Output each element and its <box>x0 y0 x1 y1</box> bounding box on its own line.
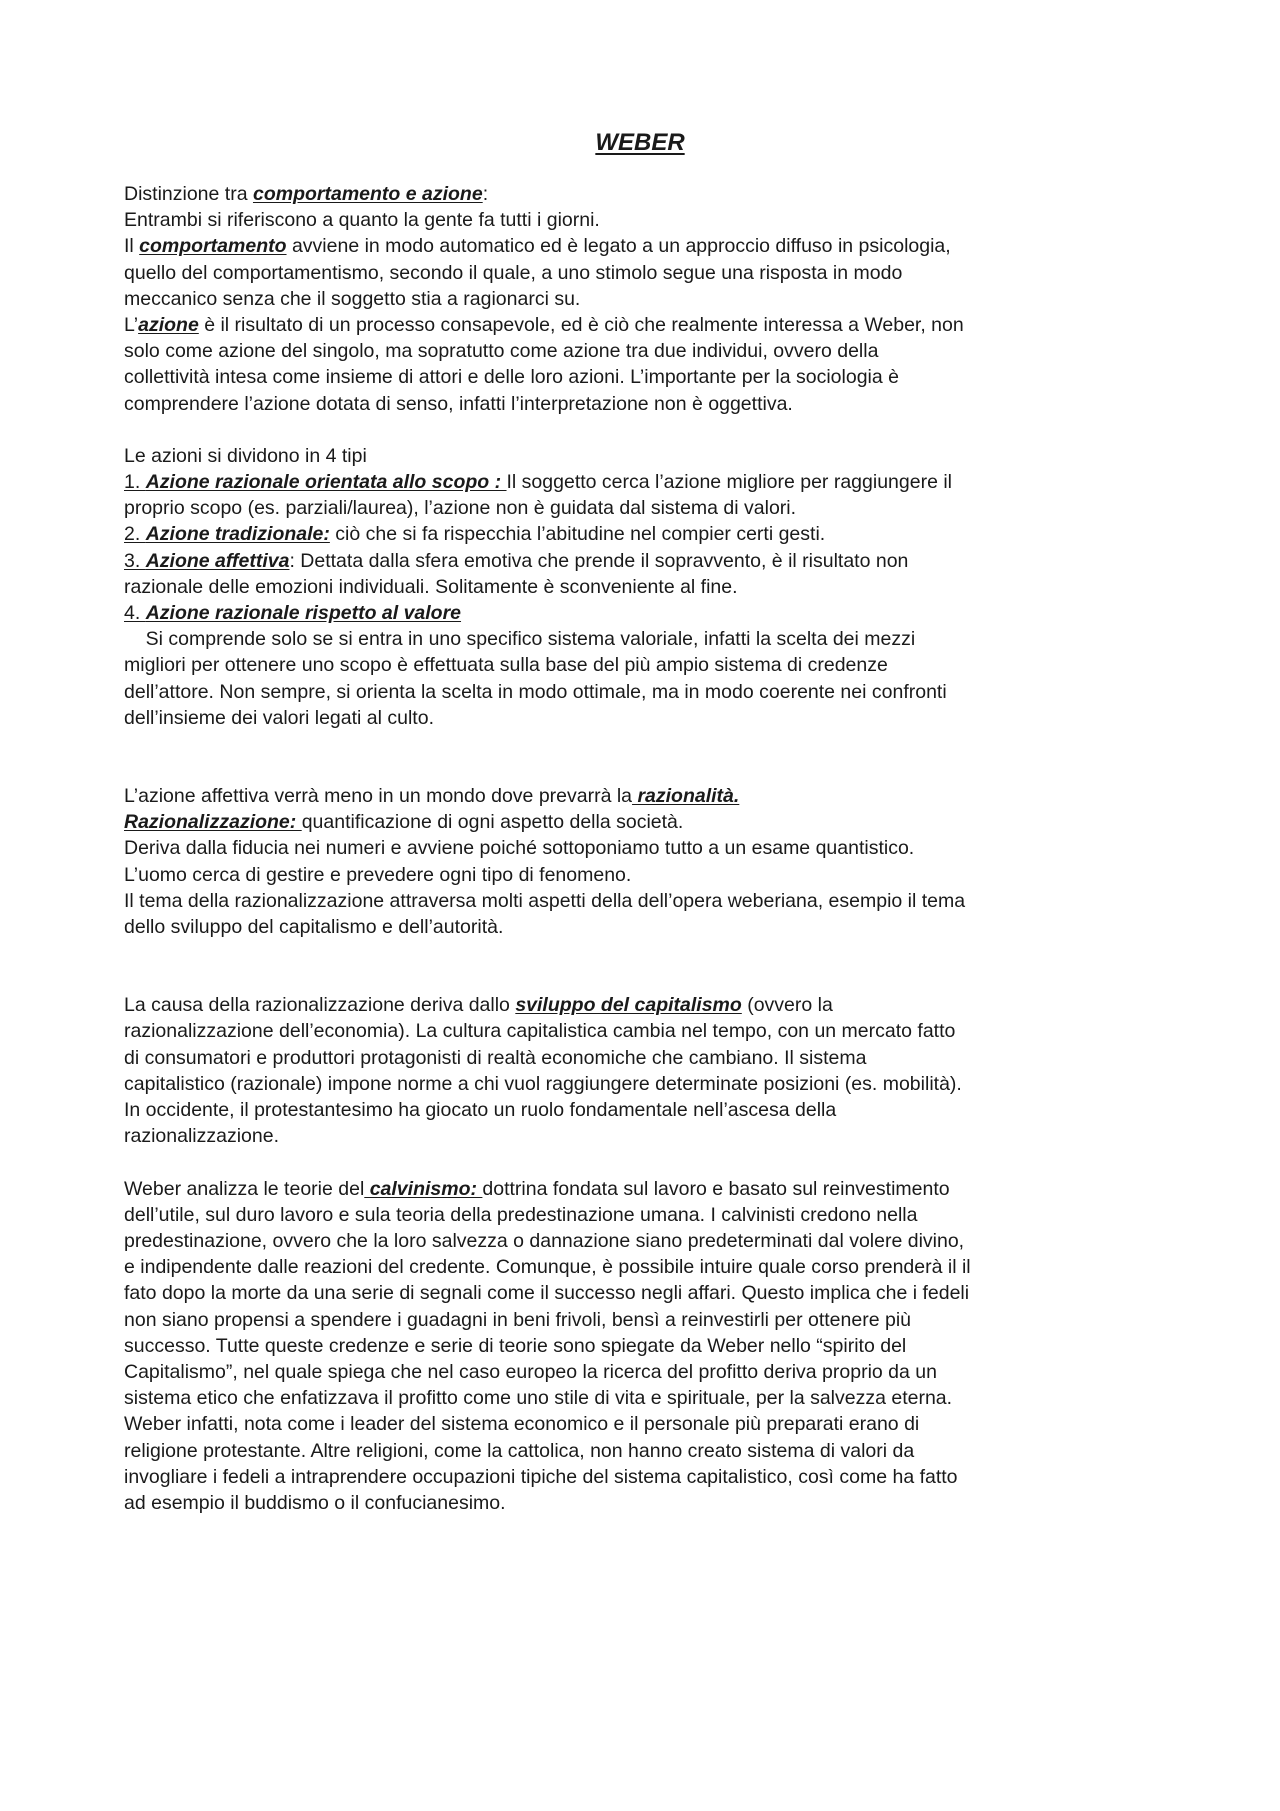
text-line: dell’utile, sul duro lavoro e sula teoria della predestinazione umana. I calvinisti credono nella <box>124 1203 918 1226</box>
text-run: L’azione affettiva verrà meno in un mondo dove prevarrà la <box>124 785 633 808</box>
emphasized-term: Razionalizzazione: <box>124 811 302 834</box>
list-item <box>124 548 1174 574</box>
text-line: razionalizzazione. <box>124 1125 280 1148</box>
text-run: Weber analizza le teorie del <box>124 1177 365 1200</box>
list-number: 4. <box>124 602 146 625</box>
emphasized-term: sviluppo del capitalismo <box>515 994 742 1017</box>
text-line: Entrambi si riferiscono a quanto la gente fa tutti i giorni. <box>124 209 600 232</box>
text-line: razionalizzazione dell’economia). La cultura capitalistica cambia nel tempo, con un mercato fatto <box>124 1020 956 1043</box>
text-line: Weber infatti, nota come i leader del sistema economico e il personale più preparati erano di <box>124 1413 920 1436</box>
text-line: dell’insieme dei valori legati al culto. <box>124 706 434 729</box>
text-run: La causa della razionalizzazione deriva dallo <box>124 994 516 1017</box>
text-line: successo. Tutte queste credenze e serie di teorie sono spiegate da Weber nello “spirito del <box>124 1334 907 1357</box>
text-line <box>124 1176 1174 1202</box>
emphasized-term: Azione tradizionale: <box>145 523 330 546</box>
text-line: collettività intesa come insieme di attori e delle loro azioni. L’importante per la sociologia è <box>124 366 899 389</box>
text-line <box>124 992 1174 1018</box>
emphasized-term: razionalità. <box>632 785 740 808</box>
document-title: WEBER <box>595 129 685 156</box>
text-line: Capitalismo”, nel quale spiega che nel caso europeo la ricerca del profitto deriva proprio da un <box>124 1360 937 1383</box>
text-run: L’ <box>124 314 139 337</box>
list-item <box>124 469 1174 495</box>
text-line: quello del comportamentismo, secondo il quale, a uno stimolo segue una risposta in modo <box>124 261 903 284</box>
text-run: Il soggetto cerca l’azione migliore per raggiungere il <box>506 471 953 494</box>
text-line: e indipendente dalle reazioni del credente. Comunque, è possibile intuire quale corso prenderà il il <box>124 1256 971 1279</box>
text-line: dell’attore. Non sempre, si orienta la scelta in modo ottimale, ma in modo coerente nei confronti <box>124 680 947 703</box>
text-line: proprio scopo (es. parziali/laurea), l’azione non è guidata dal sistema di valori. <box>124 497 797 520</box>
text-line: meccanico senza che il soggetto stia a ragionarci su. <box>124 287 581 310</box>
text-line <box>124 783 1174 809</box>
paragraph-gap <box>124 417 1174 443</box>
text-line <box>124 233 1174 259</box>
text-line: Il tema della razionalizzazione attraversa molti aspetti della dell’opera weberiana, esempio il tema <box>124 889 966 912</box>
text-line <box>124 312 1174 338</box>
text-line: predestinazione, ovvero che la loro salvezza o dannazione siano predeterminati dal volere divino, <box>124 1229 965 1252</box>
text-line: ad esempio il buddismo o il confucianesimo. <box>124 1491 506 1514</box>
text-line: In occidente, il protestantesimo ha giocato un ruolo fondamentale nell’ascesa della <box>124 1099 837 1122</box>
list-item <box>124 600 1174 626</box>
text-line: dello sviluppo del capitalismo e dell’autorità. <box>124 916 504 939</box>
text-line: di consumatori e produttori protagonisti di realtà economiche che cambiano. Il sistema <box>124 1046 867 1069</box>
text-line: sistema etico che enfatizzava il profitto come uno stile di vita e spirituale, per la salvezza eterna. <box>124 1387 953 1410</box>
text-line: comprendere l’azione dotata di senso, infatti l’interpretazione non è oggettiva. <box>124 392 793 415</box>
text-run: dottrina fondata sul lavoro e basato sul reinvestimento <box>482 1177 950 1200</box>
paragraph-gap <box>124 1150 1174 1176</box>
emphasized-term: azione <box>138 314 199 337</box>
paragraph-gap <box>124 940 1174 992</box>
text-run: : <box>482 183 489 205</box>
text-line: Si comprende solo se si entra in uno specifico sistema valoriale, infatti la scelta dei mezzi <box>124 628 916 651</box>
text-run: (ovvero la <box>741 994 833 1017</box>
emphasized-term: comportamento <box>139 235 287 258</box>
text-line: migliori per ottenere uno scopo è effettuata sulla base del più ampio sistema di credenze <box>124 654 888 677</box>
text-line <box>124 809 1174 835</box>
text-line: Deriva dalla fiducia nei numeri e avviene poiché sottoponiamo tutto a un esame quantistico. <box>124 837 915 860</box>
text-run: ciò che si fa rispecchia l’abitudine nel compier certi gesti. <box>329 523 826 546</box>
text-line: razionale delle emozioni individuali. Solitamente è sconveniente al fine. <box>124 575 738 598</box>
text-line: religione protestante. Altre religioni, come la cattolica, non hanno creato sistema di valori da <box>124 1439 915 1462</box>
emphasized-term: Azione razionale rispetto al valore <box>145 602 462 625</box>
list-item <box>124 521 1174 547</box>
emphasized-term: Azione affettiva <box>145 549 290 572</box>
text-run: è il risultato di un processo consapevole, ed è ciò che realmente interessa a Weber, non <box>198 314 964 337</box>
emphasized-term: comportamento e azione <box>252 183 483 205</box>
emphasized-term: calvinismo: <box>364 1177 483 1200</box>
text-line: Le azioni si dividono in 4 tipi <box>124 444 367 467</box>
text-line <box>124 181 1174 207</box>
text-run: avviene in modo automatico ed è legato a un approccio diffuso in psicologia, <box>286 235 951 258</box>
list-number: 1. <box>124 471 146 494</box>
document-body <box>124 181 1174 1516</box>
text-line: L’uomo cerca di gestire e prevedere ogni tipo di fenomeno. <box>124 863 632 886</box>
text-line: fato dopo la morte da una serie di segnali come il successo negli affari. Questo implica che i fedeli <box>124 1282 970 1305</box>
text-line: invogliare i fedeli a intraprendere occupazioni tipiche del sistema capitalistico, così come ha fatto <box>124 1465 958 1488</box>
text-run: quantificazione di ogni aspetto della società. <box>301 811 684 834</box>
text-line: solo come azione del singolo, ma sopratutto come azione tra due individui, ovvero della <box>124 340 879 363</box>
list-number: 3. <box>124 549 146 572</box>
text-run: Il <box>124 235 140 258</box>
list-number: 2. <box>124 523 146 546</box>
text-line: non siano propensi a spendere i guadagni in beni frivoli, bensì a reinvestirli per ottenere più <box>124 1308 911 1331</box>
text-run: Distinzione tra <box>124 183 253 205</box>
text-line: capitalistico (razionale) impone norme a chi vuol raggiungere determinate posizioni (es. mobilità). <box>124 1072 962 1095</box>
paragraph-gap <box>124 731 1174 783</box>
text-run: : Dettata dalla sfera emotiva che prende il sopravvento, è il risultato non <box>289 549 909 572</box>
emphasized-term: Azione razionale orientata allo scopo : <box>145 471 507 494</box>
